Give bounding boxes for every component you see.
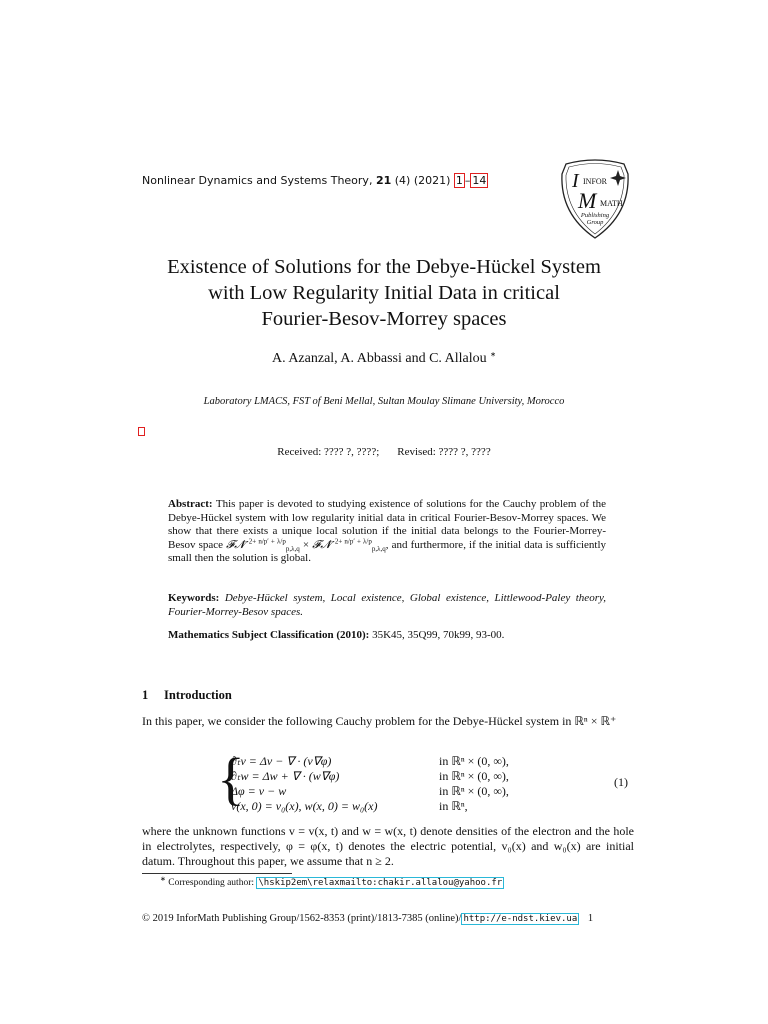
msc-text: 35K45, 35Q99, 70k99, 93-00. xyxy=(372,629,505,641)
space-sub-2: p,λ,q xyxy=(371,544,386,553)
corresponding-email-link[interactable]: \hskip2em\relaxmailto:chakir.allalou@yahoo.fr xyxy=(258,878,503,888)
paper-title xyxy=(0,254,768,332)
equation-lhs: Δφ = v − w xyxy=(231,784,287,798)
equation-lhs: ∂ₜw = Δw + ∇ · (w∇φ) xyxy=(231,769,340,783)
keywords-text: Debye-Hückel system, Local existence, Global existence, Littlewood-Paley theory, Fourier-Morrey-Besov spaces. xyxy=(168,592,606,618)
title-line-3: Fourier-Besov-Morrey spaces xyxy=(261,308,507,330)
space-sup-2: −2+ n/p′ + λ/p xyxy=(330,536,372,545)
left-brace: { xyxy=(217,746,245,811)
after-system-paragraph: where the unknown functions v = v(x, t) and w = w(x, t) denote densities of the electron and the hole in electrolytes, respectively, φ = φ(x, t) denotes the electric potential, v₀(x) and w₀(x) are initial datum. Throughout this paper, we assume that n ≥ 2. xyxy=(142,824,634,868)
svg-text:M: M xyxy=(578,188,597,213)
svg-text:I: I xyxy=(572,170,579,192)
page-number: 1 xyxy=(587,913,594,924)
section-number: 1 xyxy=(142,688,149,702)
logo-line1: INFOR xyxy=(583,177,608,186)
journal-header xyxy=(142,174,488,187)
authors xyxy=(0,351,768,367)
equation-rhs: in ℝⁿ × (0, ∞), xyxy=(439,769,509,783)
footnote-label: Corresponding author: xyxy=(168,878,255,888)
abstract-label: Abstract: xyxy=(168,498,213,510)
affiliation: Laboratory LMACS, FST of Beni Mellal, Sultan Moulay Slimane University, Morocco xyxy=(203,396,565,407)
journal-issue-year: (4) (2021) xyxy=(394,174,451,187)
infomath-logo xyxy=(556,154,634,240)
dates xyxy=(0,446,768,458)
title-line-1: Existence of Solutions for the Debye-Hückel System xyxy=(167,256,601,278)
msc xyxy=(168,629,606,643)
abstract xyxy=(168,498,606,566)
title-line-2: with Low Regularity Initial Data in critical xyxy=(208,282,560,304)
authors-names: A. Azanzal, A. Abbassi and C. Allalou xyxy=(271,351,487,366)
revised-date: Revised: ???? ?, ???? xyxy=(397,446,491,458)
keywords-label: Keywords: xyxy=(168,592,220,604)
section-title: Introduction xyxy=(164,688,232,702)
logo-line2: MATH xyxy=(600,199,623,208)
equation-lhs: ∂ₜv = Δv − ∇ · (v∇φ) xyxy=(231,754,332,768)
abstract-text-1: This paper is devoted to studying existence of solutions for the Cauchy problem of the Debye-Hückel system with low regularity initial data in critical Fourier-Besov-Morrey spaces. We show that there exists a unique local solution if the initial data belongs to the Fourier-Morrey-Besov space xyxy=(168,498,606,551)
received-date: Received: ???? ?, ????; xyxy=(277,446,380,458)
space-symbol-2: 𝓕𝓝 xyxy=(312,538,331,551)
logo-line4: Group xyxy=(586,219,604,226)
intro-paragraph: In this paper, we consider the following Cauchy problem for the Debye-Hückel system in ℝⁿ × ℝ⁺ xyxy=(142,714,617,728)
footnote-mark: ∗ xyxy=(160,874,166,883)
space-sup-1: −2+ n/p′ + λ/p xyxy=(244,536,286,545)
keywords xyxy=(168,592,606,619)
equation-rhs: in ℝⁿ × (0, ∞), xyxy=(439,784,509,798)
space-sub-1: p,λ,q xyxy=(285,544,300,553)
logo-line3: Publishing xyxy=(580,212,610,219)
equation-lhs: v(x, 0) = v₀(x), w(x, 0) = w₀(x) xyxy=(231,799,378,813)
space-symbol-1: 𝓕𝓝 xyxy=(226,538,245,551)
section-heading xyxy=(142,688,232,703)
footnote-rule xyxy=(142,873,292,874)
msc-label: Mathematics Subject Classification (2010): xyxy=(168,629,370,641)
equation-system xyxy=(217,746,637,816)
abstract-text-2: , and furthermore, if the initial data is sufficiently small then the solution is global. xyxy=(168,538,607,564)
footnote xyxy=(160,874,504,888)
page-end-link[interactable]: 14 xyxy=(472,174,487,187)
times-symbol: × xyxy=(302,538,310,551)
page-separator: – xyxy=(464,174,471,187)
equation-number: (1) xyxy=(614,775,628,789)
journal-volume: 21 xyxy=(375,174,392,187)
journal-url-link[interactable]: http://e-ndst.kiev.ua xyxy=(463,914,578,924)
equation-rhs: in ℝⁿ, xyxy=(439,799,468,813)
copyright-text: © 2019 InforMath Publishing Group/1562-8353 (print)/1813-7385 (online)/ xyxy=(142,913,462,924)
anchor-link-box[interactable] xyxy=(138,427,145,436)
equation-rhs: in ℝⁿ × (0, ∞), xyxy=(439,754,509,768)
page-footer xyxy=(142,913,593,924)
journal-name: Nonlinear Dynamics and Systems Theory, xyxy=(142,174,373,187)
authors-footnote-mark[interactable]: ∗ xyxy=(490,350,497,359)
page-start-link[interactable]: 1 xyxy=(455,174,463,187)
